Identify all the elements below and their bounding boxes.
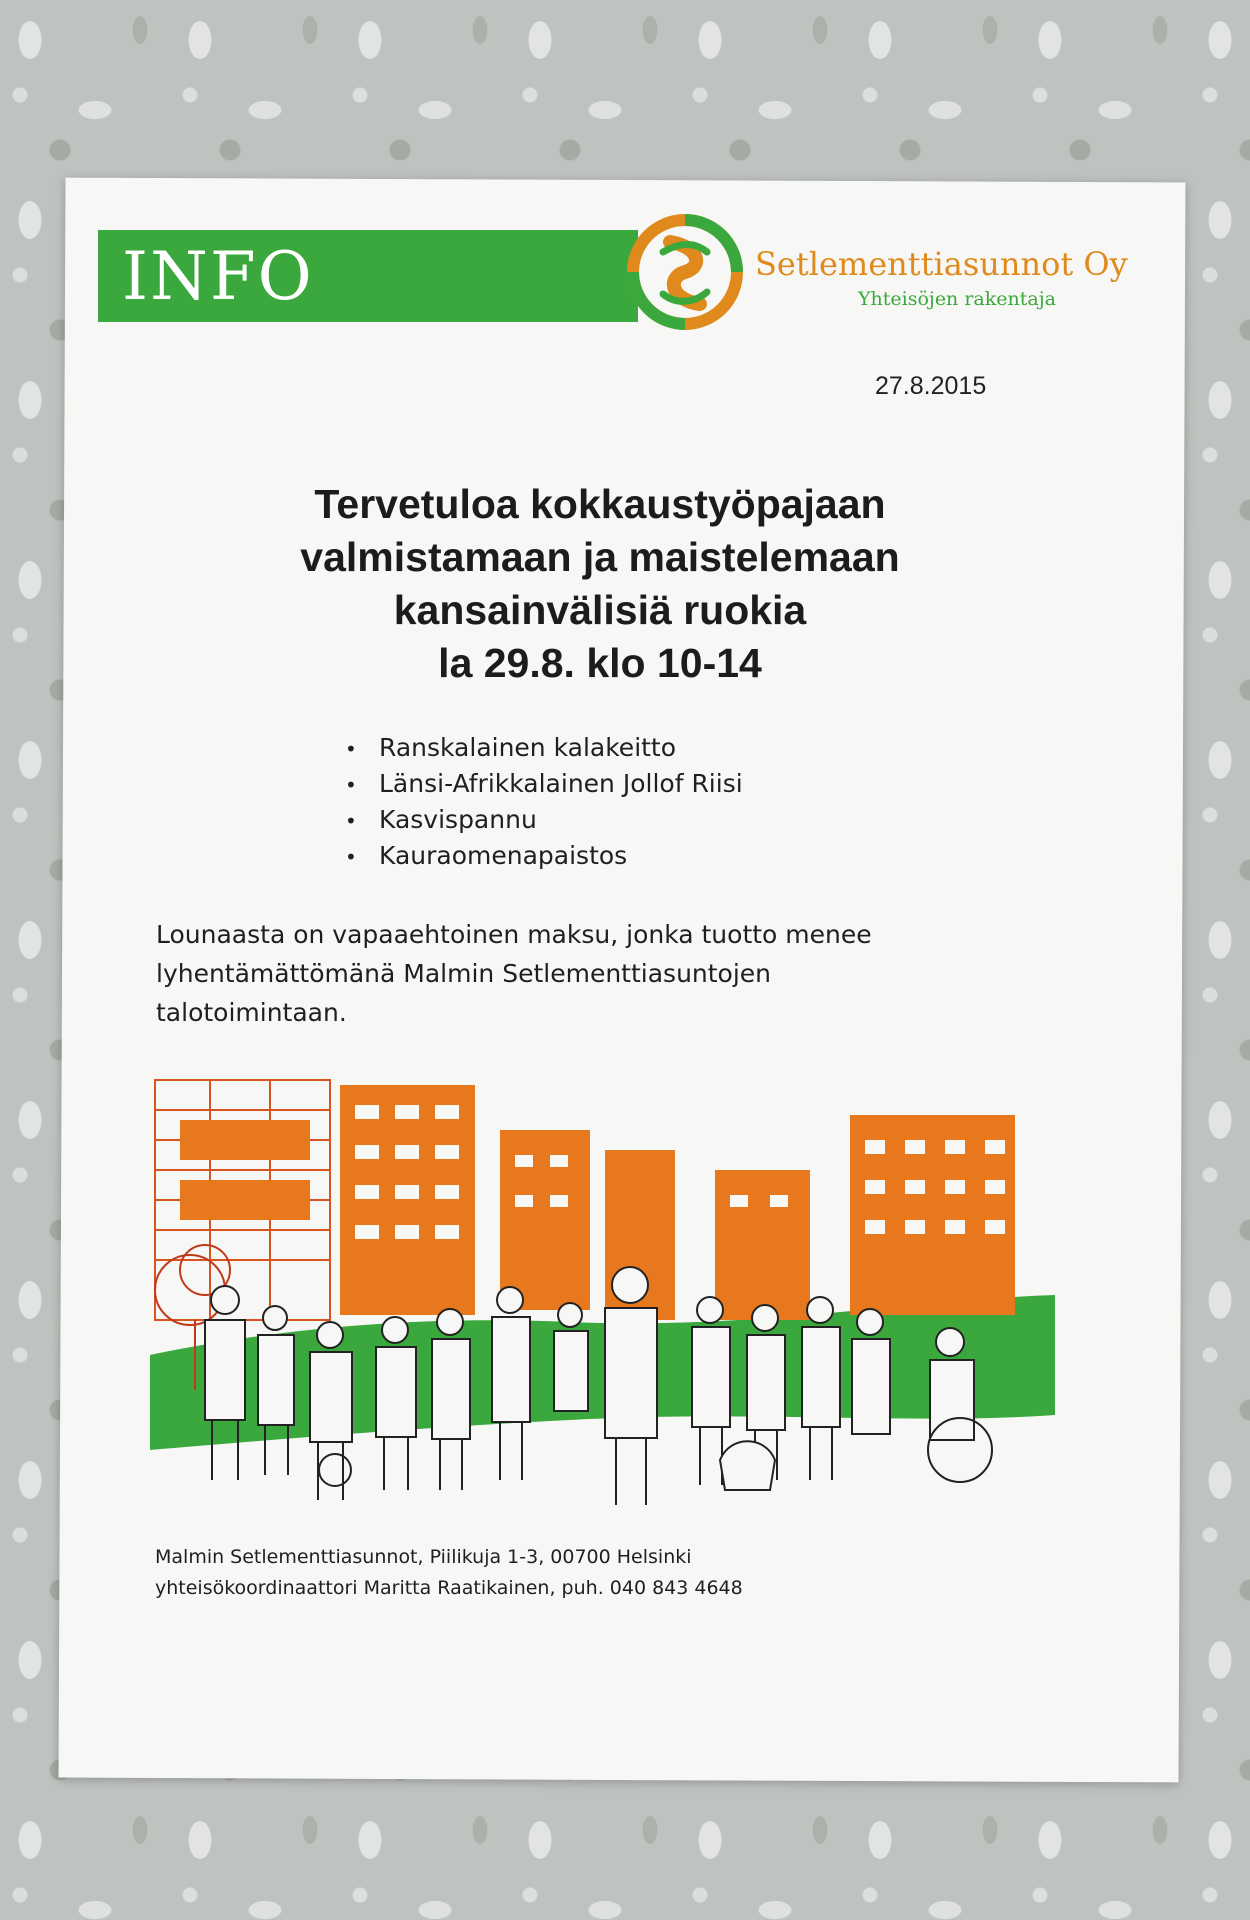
dish-list bbox=[345, 730, 743, 874]
dish-label: Kasvispannu bbox=[379, 805, 537, 834]
organization-name: Setlementtiasunnot Oy bbox=[755, 245, 1128, 283]
headline-line: Tervetuloa kokkaustyöpajaan bbox=[314, 481, 886, 527]
payment-note-line: Lounaasta on vapaaehtoinen maksu, jonka tuotto menee bbox=[156, 920, 872, 949]
hands-logo-icon bbox=[625, 212, 745, 332]
dish-label: Ranskalainen kalakeitto bbox=[379, 733, 677, 762]
list-item bbox=[345, 766, 743, 802]
payment-note bbox=[156, 915, 1056, 1032]
event-time: la 29.8. klo 10-14 bbox=[438, 640, 762, 686]
community-buildings-illustration bbox=[150, 1060, 1055, 1510]
bullet-icon: • bbox=[345, 737, 357, 761]
dish-label: Länsi-Afrikkalainen Jollof Riisi bbox=[379, 769, 743, 798]
list-item bbox=[345, 802, 743, 838]
payment-note-line: lyhentämättömänä Malmin Setlementtiasuntojen bbox=[156, 959, 772, 988]
footer-address: Malmin Setlementtiasunnot, Piilikuja 1-3, 00700 Helsinki bbox=[155, 1546, 692, 1568]
list-item bbox=[345, 838, 743, 874]
payment-note-line: talotoimintaan. bbox=[156, 998, 347, 1027]
event-headline bbox=[130, 478, 1070, 690]
headline-line: kansainvälisiä ruokia bbox=[393, 587, 807, 633]
flyer-date: 27.8.2015 bbox=[875, 372, 987, 400]
contact-footer bbox=[155, 1542, 743, 1604]
bullet-icon: • bbox=[345, 845, 357, 869]
footer-contact: yhteisökoordinaattori Maritta Raatikainen, puh. 040 843 4648 bbox=[155, 1577, 743, 1599]
headline-line: valmistamaan ja maistelemaan bbox=[300, 534, 900, 580]
dish-label: Kauraomenapaistos bbox=[379, 841, 628, 870]
info-label: INFO bbox=[122, 238, 314, 315]
bullet-icon: • bbox=[345, 773, 357, 797]
organization-tagline: Yhteisöjen rakentaja bbox=[858, 288, 1056, 310]
list-item bbox=[345, 730, 743, 766]
bullet-icon: • bbox=[345, 809, 357, 833]
